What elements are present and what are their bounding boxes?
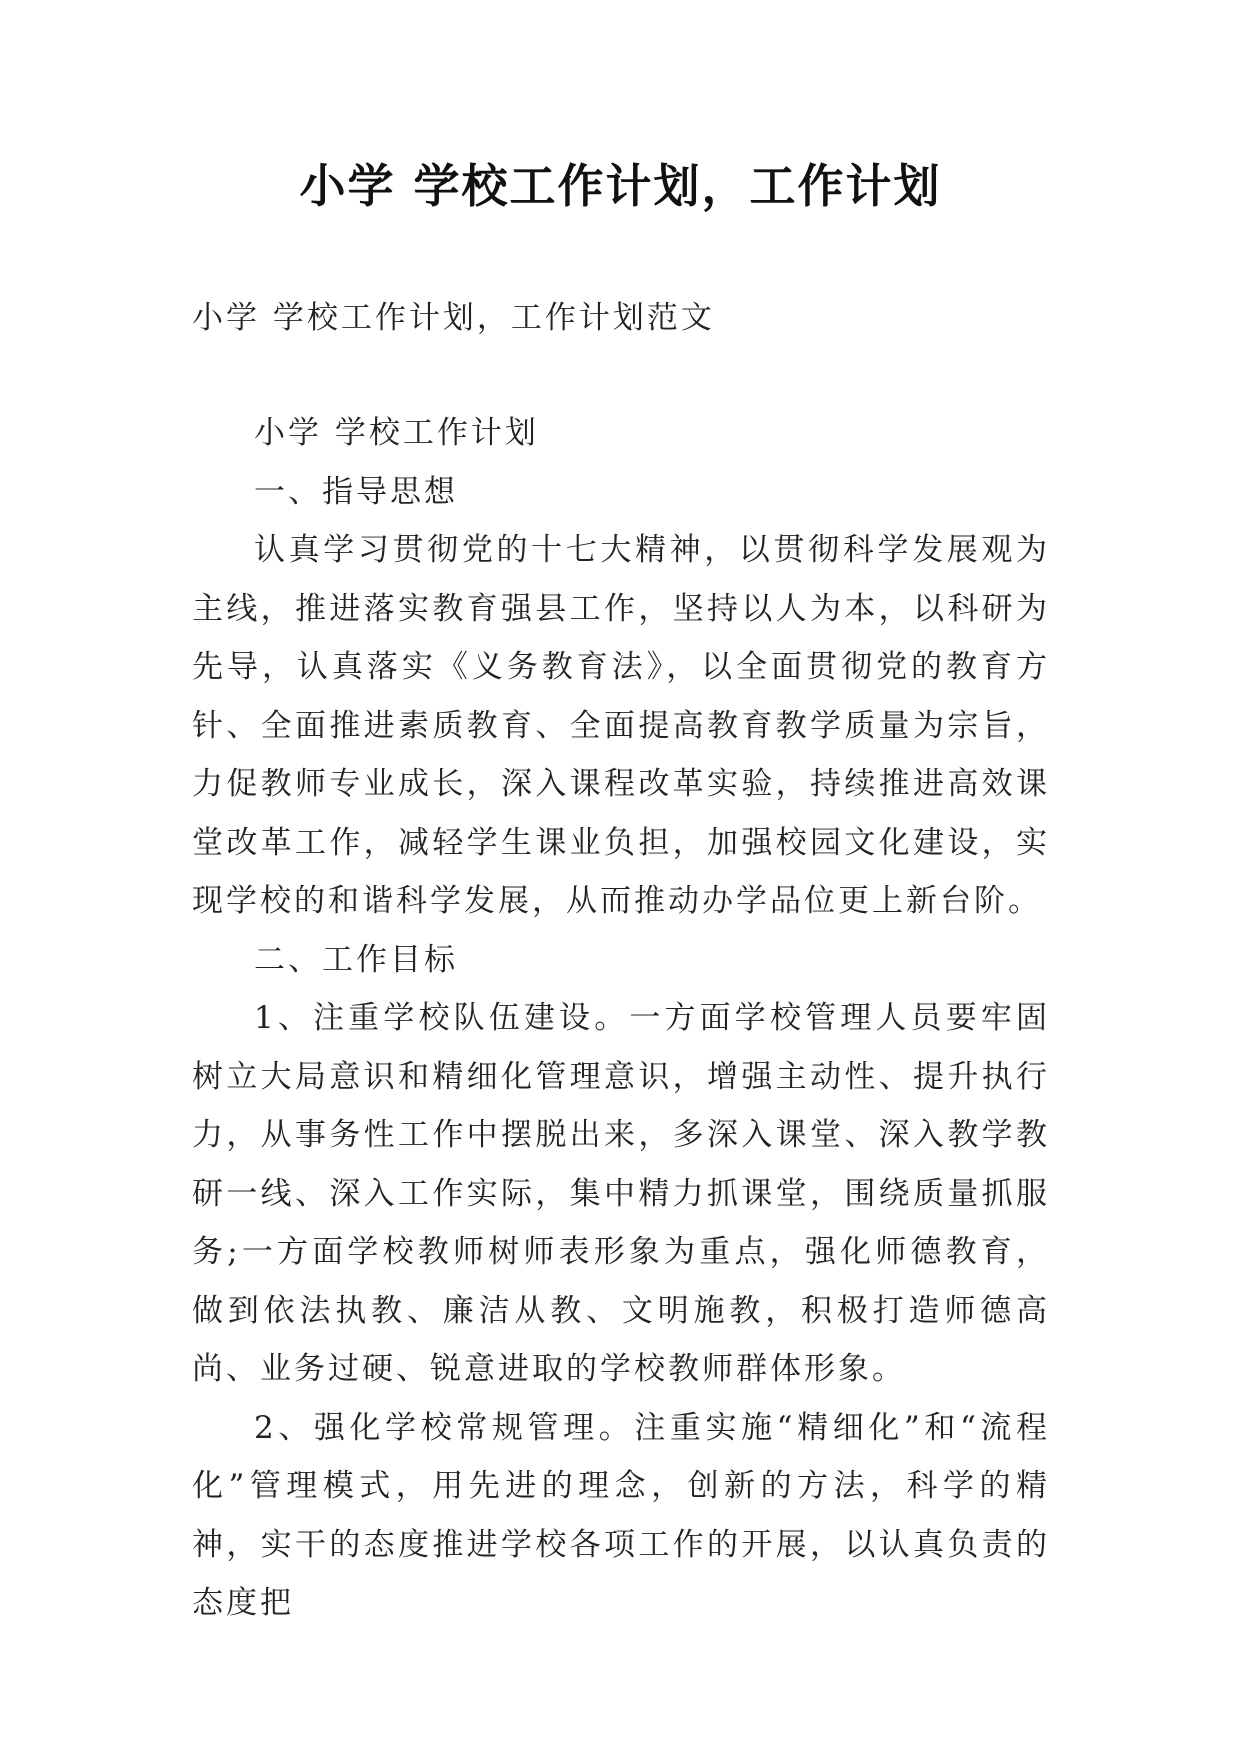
document-body — [192, 404, 1050, 1633]
body-paragraph: 1、注重学校队伍建设。一方面学校管理人员要牢固树立大局意识和精细化管理意识，增强主动性、提升执行力，从事务性工作中摆脱出来，多深入课堂、深入教学教研一线、深入工作实际，集中精力抓课堂，围绕质量抓服务;一方面学校教师树师表形象为重点，强化师德教育，做到依法执教、廉洁从教、文明施教，积极打造师德高尚、业务过硬、锐意进取的学校教师群体形象。 — [192, 1000, 1050, 1387]
body-paragraph: 认真学习贯彻党的十七大精神，以贯彻科学发展观为主线，推进落实教育强县工作，坚持以人为本，以科研为先导，认真落实《义务教育法》，以全面贯彻党的教育方针、全面推进素质教育、全面提高教育教学质量为宗旨，力促教师专业成长，深入课程改革实验，持续推进高效课堂改革工作，减轻学生课业负担，加强校园文化建设，实现学校的和谐科学发展，从而推动办学品位更上新台阶。 — [192, 532, 1050, 919]
section-heading: 小学 学校工作计划 — [254, 415, 539, 451]
body-paragraph: 2、强化学校常规管理。注重实施“精细化”和“流程化”管理模式，用先进的理念，创新的方法，科学的精神，实干的态度推进学校各项工作的开展，以认真负责的态度把 — [192, 1409, 1050, 1621]
document-title: 小学 学校工作计划，工作计划 — [299, 159, 942, 213]
document-subtitle: 小学 学校工作计划，工作计划范文 — [192, 300, 715, 336]
section-heading: 一、指导思想 — [254, 473, 458, 510]
section-heading: 二、工作目标 — [254, 941, 458, 978]
